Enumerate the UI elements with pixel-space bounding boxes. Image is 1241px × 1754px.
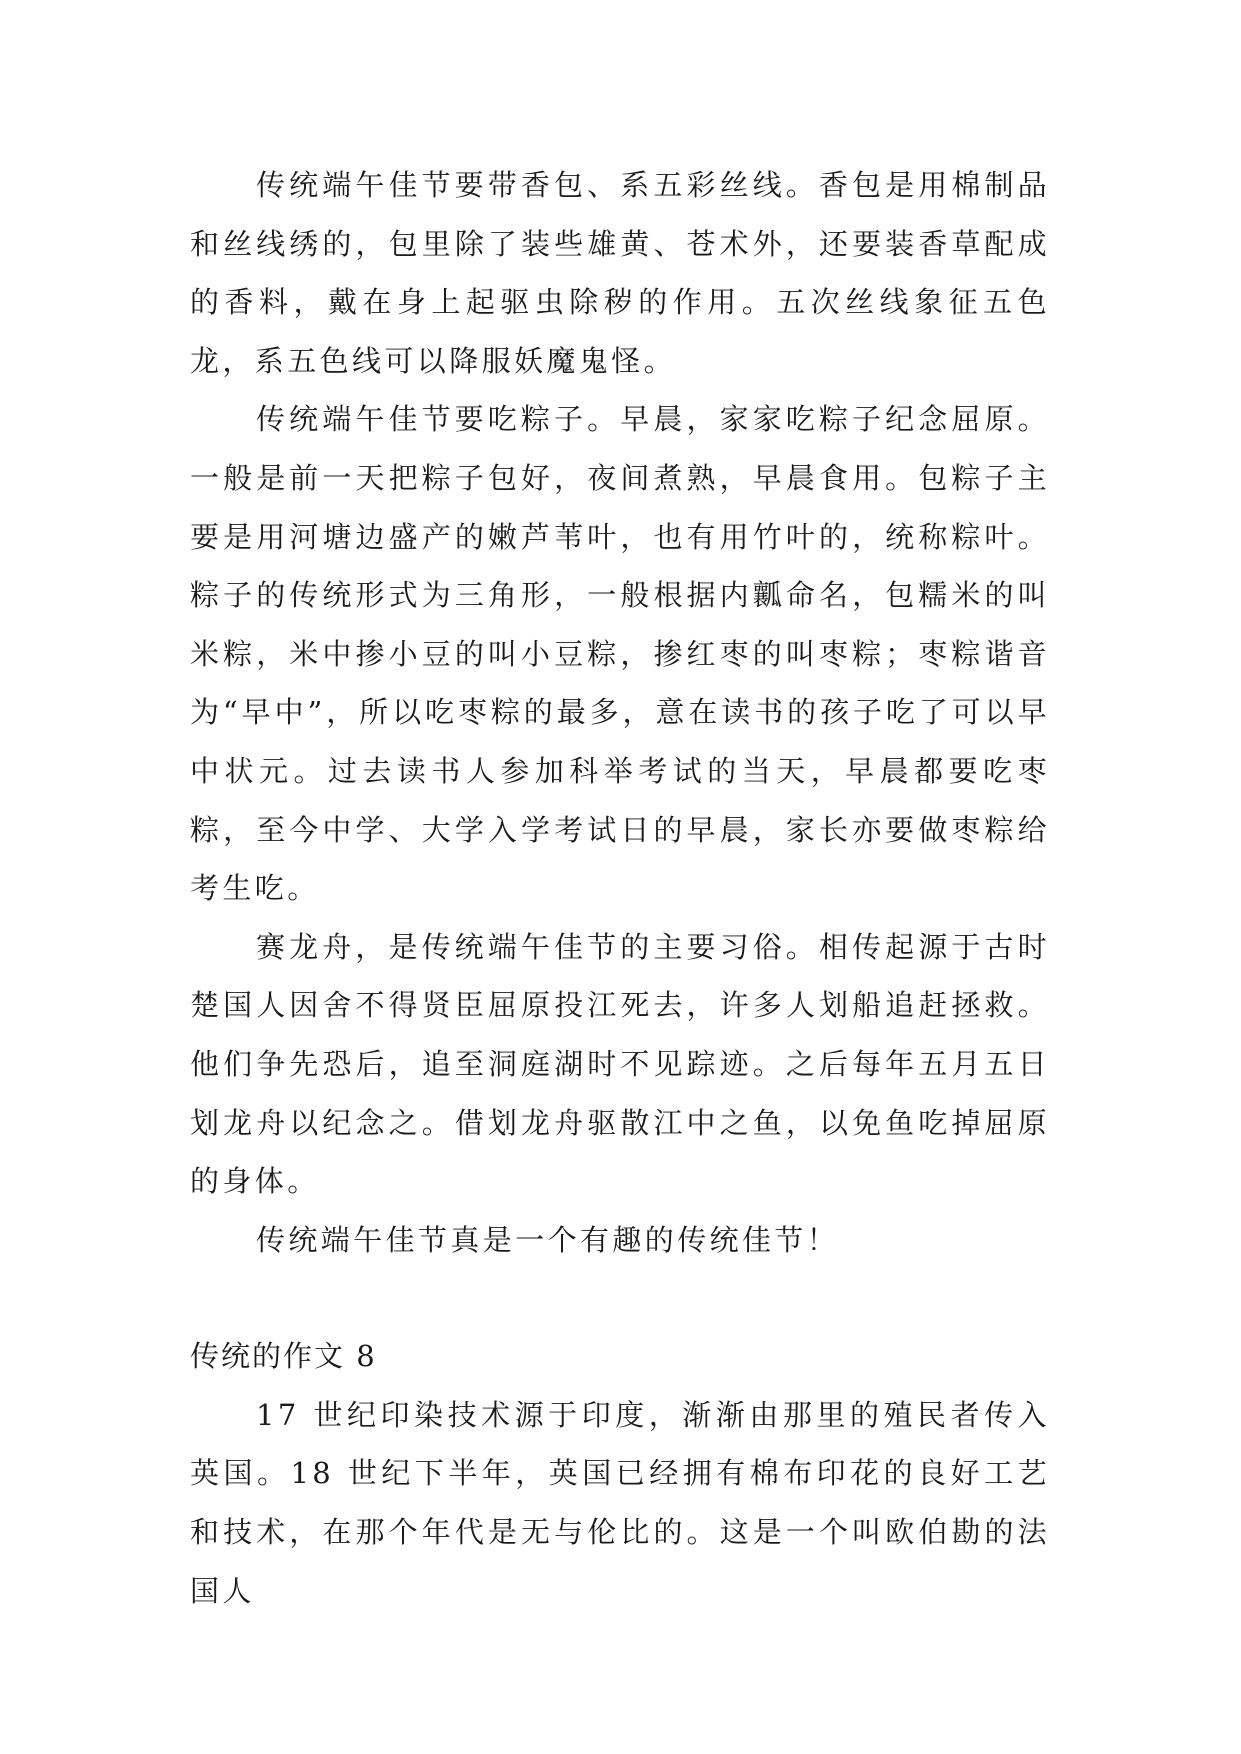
paragraph-conclusion: 传统端午佳节真是一个有趣的传统佳节！ <box>256 1222 840 1257</box>
paragraph-dragon-boat: 赛龙舟，是传统端午佳节的主要习俗。相传起源于古时楚国人因舍不得贤臣屈原投江死去，许多人划船追赶拯救。他们争先恐后，追至洞庭湖时不见踪迹。之后每年五月五日划龙舟以纪念之。借划龙舟驱散江中之鱼，以免鱼吃掉屈原的身体。 <box>190 929 1050 1199</box>
section-heading: 传统的作文 8 <box>190 1339 377 1374</box>
paragraph-sachet-threads: 传统端午佳节要带香包、系五彩丝线。香包是用棉制品和丝线绣的，包里除了装些雄黄、苍术外，还要装香草配成的香料，戴在身上起驱虫除秽的作用。五次丝线象征五色龙，系五色线可以降服妖魔鬼怪。 <box>190 168 1050 378</box>
paragraph-zongzi: 传统端午佳节要吃粽子。早晨，家家吃粽子纪念屈原。一般是前一天把粽子包好，夜间煮熟，早晨食用。包粽子主要是用河塘边盛产的嫩芦苇叶，也有用竹叶的，统称粽叶。粽子的传统形式为三角形，一般根据内瓤命名，包糯米的叫米粽，米中掺小豆的叫小豆粽，掺红枣的叫枣粽；枣粽谐音为“早中”，所以吃枣粽的最多，意在读书的孩子吃了可以早中状元。过去读书人参加科举考试的当天，早晨都要吃枣粽，至今中学、大学入学考试日的早晨，家长亦要做枣粽给考生吃。 <box>190 402 1050 906</box>
document-body <box>190 156 1050 1620</box>
paragraph-printing-history: 17 世纪印染技术源于印度，渐渐由那里的殖民者传入英国。18 世纪下半年，英国已经拥有棉布印花的良好工艺和技术，在那个年代是无与伦比的。这是一个叫欧伯勘的法国人 <box>190 1397 1050 1608</box>
